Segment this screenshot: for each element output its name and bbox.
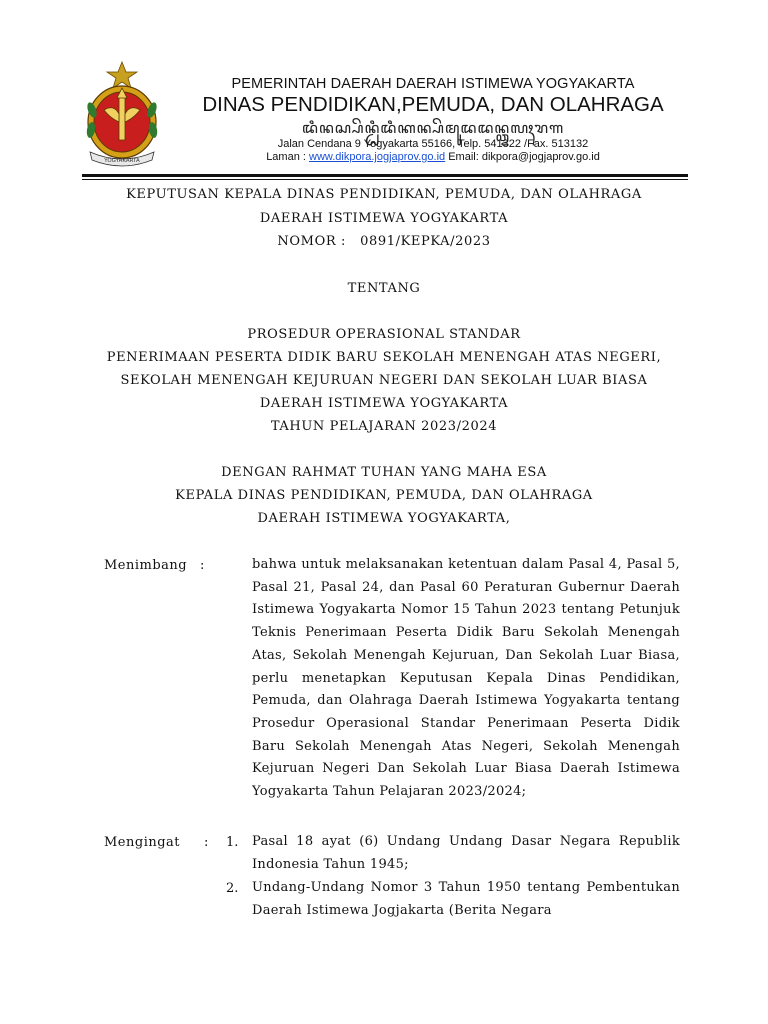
considering-label: Menimbang xyxy=(104,558,188,573)
subject-line-2: PENERIMAAN PESERTA DIDIK BARU SEKOLAH MENENGAH ATAS NEGERI, xyxy=(106,350,662,365)
address-line: Jalan Cendana 9 Yogyakarta 55166, Telp. 541322 /Fax. 513132 xyxy=(277,138,589,150)
decree-title-line-2: DAERAH ISTIMEWA YOGYAKARTA xyxy=(259,211,509,226)
remembering-item-text: Pasal 18 ayat (6) Undang Undang Dasar Negara Republik Indonesia Tahun 1945; xyxy=(252,834,680,872)
considering-colon: : xyxy=(200,558,205,573)
about-heading: TENTANG xyxy=(347,281,421,296)
considering-paragraph: bahwa untuk melaksanakan ketentuan dalam Pasal 4, Pasal 5, Pasal 21, Pasal 24, dan Pasal 60 Peraturan Gubernur Daerah Istimewa Yogyakarta Nomor 15 Tahun 2023 tentang Petunjuk Teknis Penerimaan Peserta Didik Baru Sekolah Menengah Atas, Sekolah Menengah Kejuruan, Dan Sekolah Luar Biasa, perlu menetapkan Keputusan Kepala Dinas Pendidikan, Pemuda, dan Olahraga Daerah Istimewa Yogyakarta tentang Prosedur Operasional Standar Penerimaan Peserta Didik Baru Sekolah Menengah Atas Negeri, Sekolah Menengah Kejuruan Negeri Dan Sekolah Luar Biasa Daerah Istimewa Yogyakarta Tahun Pelajaran 2023/2024; xyxy=(252,557,680,800)
subject-line-1: PROSEDUR OPERASIONAL STANDAR xyxy=(247,327,521,342)
remembering-item-text: Undang-Undang Nomor 3 Tahun 1950 tentang Pembentukan Daerah Istimewa Jogjakarta (Berita Negara xyxy=(252,880,680,918)
subject-line-3: SEKOLAH MENENGAH KEJURUAN NEGERI DAN SEKOLAH LUAR BIASA xyxy=(120,373,648,388)
letterhead xyxy=(0,0,768,175)
remembering-item xyxy=(252,831,680,876)
decree-number: NOMOR : 0891/KEPKA/2023 xyxy=(277,234,491,249)
yogyakarta-emblem-icon xyxy=(82,60,162,172)
subject-line-4: DAERAH ISTIMEWA YOGYAKARTA xyxy=(259,396,509,411)
emblem-ribbon-text: YOGYAKARTA xyxy=(104,158,140,164)
government-name: PEMERINTAH DAERAH DAERAH ISTIMEWA YOGYAKARTA xyxy=(231,76,635,92)
preamble-line-1: DENGAN RAHMAT TUHAN YANG MAHA ESA xyxy=(221,465,547,480)
preamble-line-2: KEPALA DINAS PENDIDIKAN, PEMUDA, DAN OLAHRAGA xyxy=(175,488,593,503)
remembering-label: Mengingat xyxy=(104,835,181,850)
website-label: Laman : xyxy=(266,151,309,163)
subject-line-5: TAHUN PELAJARAN 2023/2024 xyxy=(270,419,498,434)
considering-text xyxy=(252,554,680,804)
preamble-line-3: DAERAH ISTIMEWA YOGYAKARTA, xyxy=(257,511,511,526)
email-text: Email: dikpora@jogjaprov.go.id xyxy=(445,151,600,163)
javanese-script-line: ꦢꦶꦤꦱ꧀ꦥꦼꦤ꧀ꦝꦶꦢꦶꦏꦤ꧀ꦥꦼꦩꦸꦢꦢꦤ꧀ꦎꦭꦃꦫꦒ xyxy=(301,119,565,137)
remembering-item-number: 2. xyxy=(226,881,239,896)
remembering-colon: : xyxy=(204,835,209,850)
remembering-item-number: 1. xyxy=(226,835,239,850)
department-name: DINAS PENDIDIKAN,PEMUDA, DAN OLAHRAGA xyxy=(202,93,664,116)
remembering-item xyxy=(252,877,680,922)
decree-title-line-1: KEPUTUSAN KEPALA DINAS PENDIDIKAN, PEMUDA, DAN OLAHRAGA xyxy=(126,187,642,202)
contact-line xyxy=(168,151,698,164)
website-link[interactable]: www.dikpora.jogjaprov.go.id xyxy=(309,151,446,163)
letterhead-rule-thin xyxy=(82,179,688,180)
letterhead-rule-thick xyxy=(82,174,688,177)
